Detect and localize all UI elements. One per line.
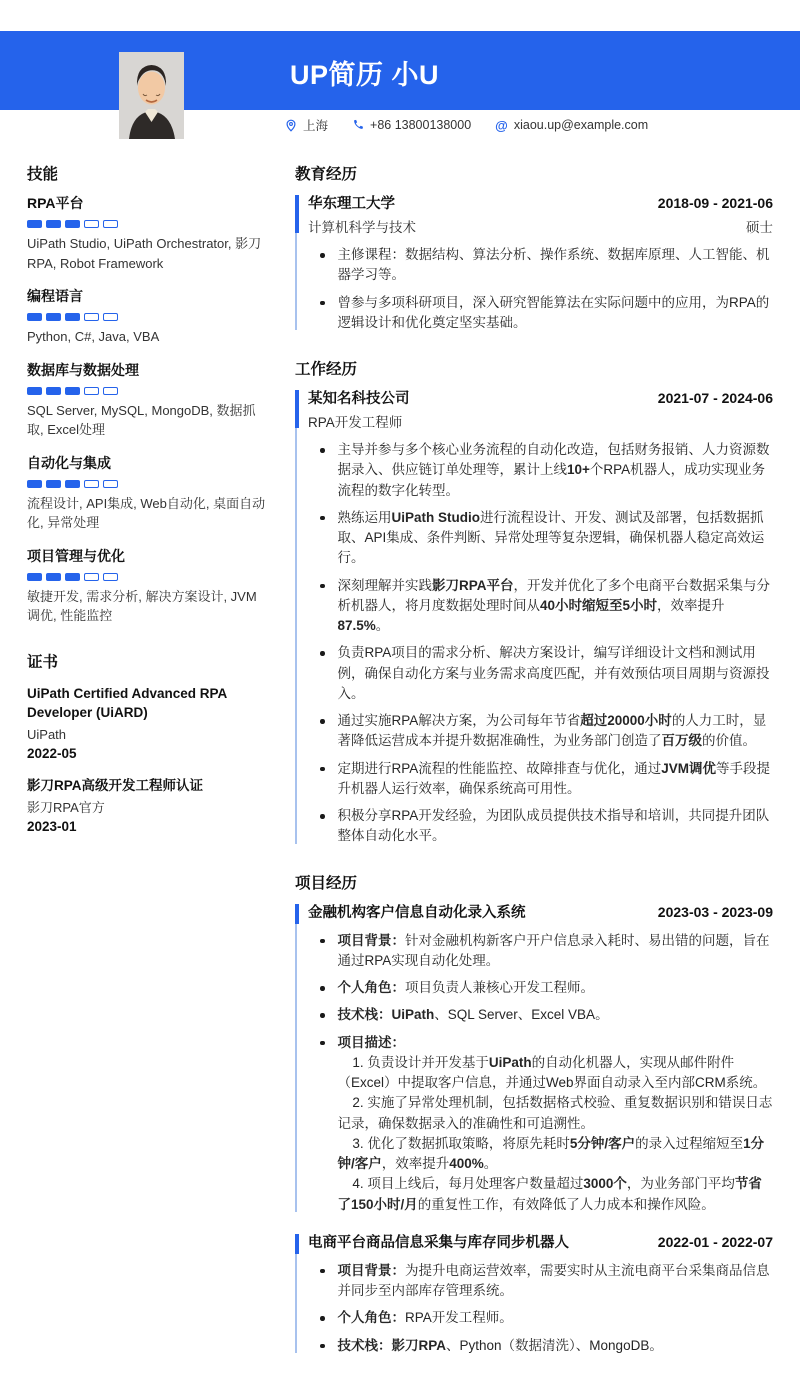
bullet-dot [320,651,325,656]
sidebar [27,162,267,1380]
bullet-list [308,440,773,847]
text: 为提升电商运营效率，需要实时从主流电商平台采集商品信息并同步至内部库存管理系统。 [337,1262,770,1298]
text: 项目负责人兼核心开发工程师。 [405,980,594,995]
bullet-item [308,1308,773,1328]
text: 的重复性工作，有效降低了人力成本和操作风险。 [417,1196,715,1212]
bullet-text [338,1005,774,1025]
text: 进行流程设计、开发、测试及部署，包括数据抓取、API集成、条件判断、异常处理等复杂逻辑，确保机器人稳定高效运行。 [337,509,765,566]
text: 针对金融机构新客户开户信息录入耗时、易出错的问题，旨在通过RPA实现自动化处理。 [337,932,770,968]
text: 的价值。 [702,733,756,749]
text: ，效率提升 [381,1156,450,1171]
bullet-text [338,1261,774,1302]
bold-text: 影刀RPA平台 [432,577,514,593]
entry-subheader [308,411,773,431]
skill-group [27,286,267,347]
description-line [338,1093,774,1134]
main-column [295,162,773,1380]
bold-text: 3000个 [583,1176,627,1192]
skill-level-bar [27,387,267,395]
text: ，效率提升 [657,597,725,613]
skill-bar-segment [103,573,118,581]
email-icon: @ [495,117,508,133]
skill-bar-segment [65,480,80,488]
entry-date: 2021-07 - 2024-06 [657,390,773,406]
bullet-dot [320,1013,325,1018]
bullet-item [308,1033,773,1215]
entry-guide-line [295,904,297,1212]
bold-text: 百万级 [661,733,702,749]
skill-name: 项目管理与优化 [27,547,125,564]
certs-section-title: 证书 [27,653,59,671]
entry-accent-bar [295,195,299,233]
entry-accent-bar [295,1234,299,1254]
bold-text: 10+ [567,462,590,478]
bold-text: 项目背景： [337,932,405,948]
bold-text: UiPath Studio [391,509,480,525]
entry [295,1231,773,1356]
bullet-dot [320,516,325,521]
text: ，开发并优化了多个电商平台数据采集与分析机器人，将月度数据处理时间从 [337,577,771,613]
cert-date: 2022-05 [27,746,77,762]
description-line [338,1174,774,1215]
skill-bar-segment [46,573,61,581]
contact-email [495,118,648,132]
bullet-dot [320,584,325,589]
skill-bar-segment [84,313,99,321]
bold-text: 技术栈： [337,1007,392,1023]
avatar [119,52,184,139]
skill-bar-segment [27,313,42,321]
bullet-text [338,440,774,501]
entry-title: 某知名科技公司 [308,391,410,407]
bullet-item [308,711,773,752]
entry [295,192,773,333]
text: 熟练运用 [337,509,392,525]
section-title: 教育经历 [295,166,358,183]
bold-text: 项目描述： [337,1034,405,1050]
entry-subheader [308,216,773,236]
bullet-text [338,931,774,972]
cert-name: 影刀RPA高级开发工程师认证 [27,778,204,794]
bullet-item [308,806,773,847]
bullet-item [308,245,773,286]
entry-accent-bar [295,390,299,428]
entry-subtitle: 计算机科学与技术 [308,220,416,235]
skill-description: SQL Server, MySQL, MongoDB, 数据抓取, Excel处理 [27,402,256,437]
text: 4. 项目上线后，每月处理客户数量超过 [352,1176,584,1192]
certs-list [27,684,267,838]
cert-issuer: UiPath [27,726,67,742]
text: 的人力工时，显著降低运营成本并提升数据准确性，为业务部门创造了 [337,713,767,749]
skill-level-bar [27,480,267,488]
text: 通过实施RPA解决方案，为公司每年节省 [337,713,581,728]
text: 主导并参与多个核心业务流程的自动化改造，包括财务报销、人力资源数据录入、供应链订单处理等，累计上线 [337,442,770,478]
bullet-text [338,245,774,286]
skill-bar-segment [65,573,80,581]
bullet-list [308,931,773,1215]
bullet-item [308,978,773,998]
skill-description: 敏捷开发, 需求分析, 解决方案设计, JVM调优, 性能监控 [27,588,257,623]
entry-title: 金融机构客户信息自动化录入系统 [308,904,526,921]
cert-item [27,684,267,765]
text: 积极分享RPA开发经验，为团队成员提供技术指导和培训，共同提升团队整体自动化水平。 [337,808,770,844]
skill-bar-segment [46,220,61,228]
bullet-text [338,643,774,704]
bold-text: UiPath [391,1007,435,1023]
contact-email-text: xiaou.up@example.com [513,118,649,132]
skill-group [27,453,267,533]
bold-text: UiPath [488,1054,532,1070]
skills-list [27,193,267,626]
entry-date: 2018-09 - 2021-06 [657,195,773,211]
bullet-item [308,293,773,334]
contact-location-text: 上海 [303,119,329,133]
bullet-text [338,293,774,334]
bullet-item [308,440,773,501]
bold-text: 项目背景： [337,1262,405,1278]
bullet-text [338,576,774,637]
skill-bar-segment [27,387,42,395]
bold-text: 节省了150小时/月 [337,1176,762,1212]
skill-group [27,546,267,626]
section-title: 工作经历 [295,361,358,378]
bold-text: 影刀RPA [391,1337,447,1353]
text: RPA开发工程师。 [405,1310,513,1326]
contact-phone [352,118,471,132]
bold-text: 超过20000小时 [580,713,672,728]
text: 等手段提升机器人运行效率，确保系统高可用性。 [337,760,771,796]
skill-bar-segment [65,387,80,395]
text: 3. 优化了数据抓取策略，将原先耗时 [352,1135,570,1151]
entry-title: 华东理工大学 [308,196,395,212]
skill-group [27,360,267,440]
text: 的录入过程缩短至 [635,1135,744,1151]
text: 曾参与多项科研项目，深入研究智能算法在实际问题中的应用，为RPA的逻辑设计和优化奠定坚实基础。 [337,294,770,330]
entry-subtitle-right: 硕士 [746,220,773,235]
cert-item [27,776,267,837]
skill-name: 编程语言 [27,288,83,304]
contact-phone-text: +86 13800138000 [370,118,472,132]
entry-date: 2023-03 - 2023-09 [657,903,773,920]
text: 个RPA机器人，成功实现业务流程的数字化转型。 [337,462,766,498]
skill-bar-segment [46,387,61,395]
entry-subtitle: RPA开发工程师 [308,415,403,430]
entry-title: 电商平台商品信息采集与库存同步机器人 [308,1234,569,1251]
bullet-dot [320,986,325,991]
skill-bar-segment [103,387,118,395]
contact-location [285,116,328,134]
entry-date: 2022-01 - 2022-07 [657,1233,773,1250]
text: 。 [483,1156,498,1171]
skill-bar-segment [103,220,118,228]
bold-text: 87.5% [337,618,376,633]
bullet-item [308,931,773,972]
cert-issuer: 影刀RPA官方 [27,799,105,815]
bold-text: 个人角色： [337,1310,405,1326]
bullet-text [338,978,774,998]
text: 主修课程：数据结构、算法分析、操作系统、数据库原理、人工智能、机器学习等。 [337,247,770,283]
bold-text: 1分钟/客户 [337,1135,765,1171]
entry-header [308,1231,773,1252]
text: 的自动化机器人，实现从邮件附件（Excel）中提取客户信息，并通过Web界面自动录入至内部CRM系统。 [337,1054,767,1090]
skill-bar-segment [27,573,42,581]
phone-icon [352,119,364,131]
bullet-dot [320,939,325,944]
section-title: 项目经历 [295,874,358,892]
entry-accent-bar [295,904,299,924]
skill-group [27,193,267,273]
bullet-item [308,1336,773,1356]
skill-bar-segment [103,480,118,488]
text: 、SQL Server、Excel VBA。 [434,1007,609,1023]
description-line [338,1053,774,1094]
bullet-text [338,1336,774,1356]
bullet-text [338,806,774,847]
cert-name: UiPath Certified Advanced RPA Developer (UiARD) [27,685,227,721]
text: 负责RPA项目的需求分析、解决方案设计，编写详细设计文档和测试用例，确保自动化方案与业务需求高度匹配，并有效预估项目周期与资源投入。 [337,645,770,701]
entry-header [308,192,773,213]
bullet-text [338,508,774,569]
bullet-list [308,245,773,333]
avatar-image [119,52,184,139]
bullet-dot [320,1041,325,1046]
bullet-text [338,1033,774,1215]
skill-description: 流程设计, API集成, Web自动化, 桌面自动化, 异常处理 [27,495,266,530]
bold-text: 技术栈： [337,1337,392,1353]
skill-name: RPA平台 [27,195,84,211]
text: 深刻理解并实践 [337,577,432,593]
bullet-dot [320,1269,325,1274]
skill-bar-segment [65,220,80,228]
bullet-text [338,711,774,752]
skill-level-bar [27,313,267,321]
bullet-dot [320,1316,325,1321]
section-education [295,162,773,333]
section-projects [295,871,773,1356]
skill-name: 数据库与数据处理 [27,361,139,378]
bullet-dot [320,814,325,819]
text: 。 [375,618,390,633]
text: 、Python（数据清洗）、MongoDB。 [446,1337,663,1353]
description-line [338,1134,774,1175]
skill-description: Python, C#, Java, VBA [27,329,160,344]
page-title: UP简历 小U [290,60,440,90]
skill-bar-segment [46,480,61,488]
bullet-dot [320,253,325,258]
skill-bar-segment [84,387,99,395]
bullet-text [338,759,774,800]
bold-text: 5分钟/客户 [569,1135,636,1151]
location-icon [285,119,297,132]
bullet-dot [320,301,325,306]
skill-description: UiPath Studio, UiPath Orchestrator, 影刀RPA, Robot Framework [27,236,262,271]
text: ，为业务部门平均 [626,1176,735,1192]
skills-section-title: 技能 [27,166,59,183]
contact-row [285,116,648,134]
bold-text: 40小时缩短至5小时 [540,597,658,613]
bullet-dot [320,448,325,453]
bullet-dot [320,1344,325,1349]
skill-bar-segment [84,480,99,488]
bullet-item [308,1261,773,1302]
bullet-text [338,1308,774,1328]
section-work [295,357,773,847]
skill-level-bar [27,220,267,228]
skill-bar-segment [103,313,118,321]
entry-header [308,387,773,408]
entry-header [308,901,773,922]
bullet-item [308,576,773,637]
skill-level-bar [27,573,267,581]
bold-text: 个人角色： [337,980,405,995]
bullet-item [308,508,773,569]
entry [295,387,773,847]
bullet-dot [320,767,325,772]
skill-bar-segment [27,480,42,488]
skill-bar-segment [46,313,61,321]
entry [295,901,773,1215]
bold-text: JVM调优 [661,760,717,776]
skill-bar-segment [27,220,42,228]
bold-text: 400% [449,1156,484,1171]
content-area [0,162,800,1380]
entry-guide-line [295,390,297,844]
text: 2. 实施了异常处理机制，包括数据格式校验、重复数据识别和错误日志记录，确保数据录入的准确性和可追溯性。 [337,1095,773,1131]
bullet-dot [320,719,325,724]
bullet-list [308,1261,773,1356]
bullet-item [308,643,773,704]
skill-bar-segment [65,313,80,321]
skill-name: 自动化与集成 [27,454,111,471]
skill-bar-segment [84,220,99,228]
text: 定期进行RPA流程的性能监控、故障排查与优化，通过 [337,760,662,776]
cert-date: 2023-01 [27,819,77,835]
bullet-item [308,1005,773,1025]
bullet-item [308,759,773,800]
text: 1. 负责设计并开发基于 [352,1054,489,1070]
skill-bar-segment [84,573,99,581]
